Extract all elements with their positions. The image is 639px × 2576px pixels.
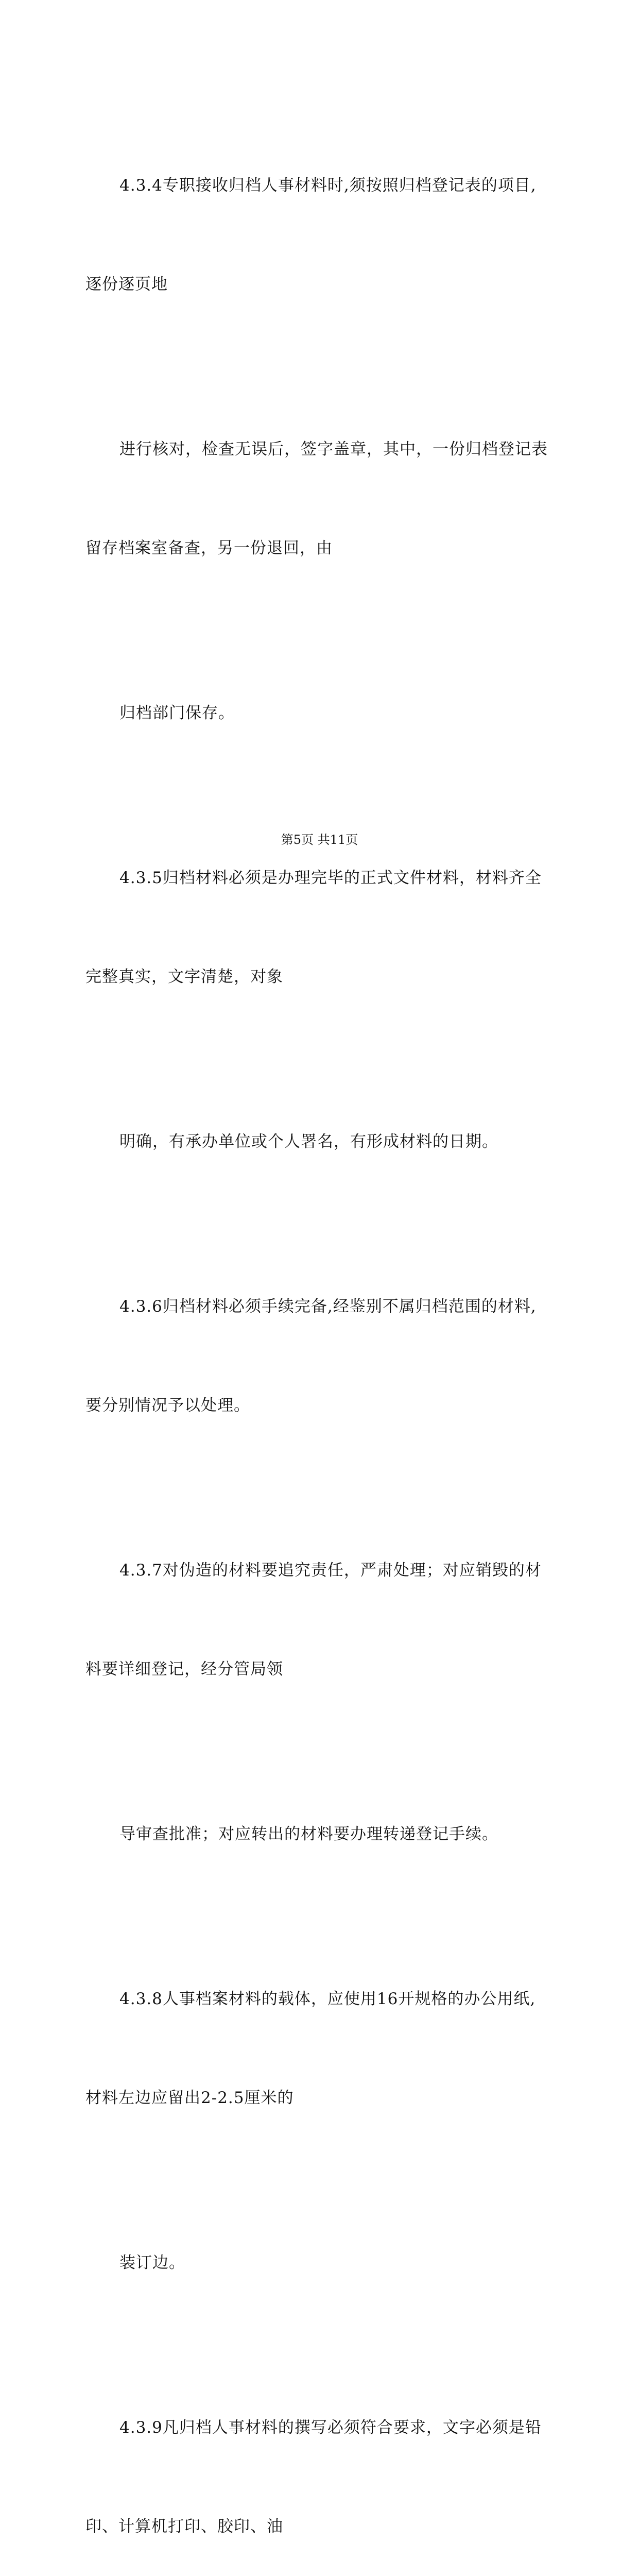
paragraph-line: 4.3.9凡归档人事材料的撰写必须符合要求，文字必须是铅 [119, 2418, 542, 2437]
paragraph [85, 1059, 559, 1224]
paragraph [85, 103, 559, 367]
paragraph-line: 明确，有承办单位或个人署名，有形成材料的日期。 [119, 1132, 498, 1151]
paragraph-line: 装订边。 [119, 2253, 185, 2272]
paragraph-line: 4.3.5归档材料必须是办理完毕的正式文件材料，材料齐全 [119, 869, 542, 887]
paragraph-line: 要分别情况予以处理。 [85, 1396, 250, 1415]
paragraph-line: 归档部门保存。 [119, 704, 235, 722]
document-body [85, 103, 559, 2576]
page-footer [0, 829, 639, 848]
paragraph-line: 4.3.7对伪造的材料要追究责任，严肃处理；对应销毁的材 [119, 1561, 542, 1580]
paragraph [85, 2180, 559, 2345]
paragraph-line: 4.3.6归档材料必须手续完备,经鉴别不属归档范围的材料, [119, 1297, 537, 1316]
paragraph-line: 导审查批准；对应转出的材料要办理转递登记手续。 [119, 1825, 498, 1843]
paragraph [85, 367, 559, 631]
page-number-label: 第5页 共11页 [281, 833, 358, 847]
paragraph [85, 1224, 559, 1488]
paragraph-line: 印、计算机打印、胶印、油 [85, 2517, 283, 2536]
paragraph-line: 进行核对，检查无误后，签字盖章，其中，一份归档登记表 [119, 440, 548, 459]
paragraph-line: 4.3.8人事档案材料的载体，应使用16开规格的办公用纸, [119, 1990, 536, 2008]
paragraph [85, 631, 559, 795]
paragraph [85, 1488, 559, 1752]
paragraph-line: 完整真实，文字清楚，对象 [85, 968, 283, 986]
paragraph-line: 料要详细登记，经分管局领 [85, 1660, 283, 1679]
paragraph [85, 1752, 559, 1917]
paragraph [85, 2345, 559, 2576]
paragraph-line: 逐份逐页地 [85, 275, 168, 294]
paragraph-line: 4.3.4专职接收归档人事材料时,须按照归档登记表的项目, [119, 176, 537, 195]
paragraph [85, 1917, 559, 2180]
paragraph-line: 留存档案室备查，另一份退回，由 [85, 539, 333, 557]
paragraph-line: 材料左边应留出2-2.5厘米的 [85, 2089, 294, 2107]
